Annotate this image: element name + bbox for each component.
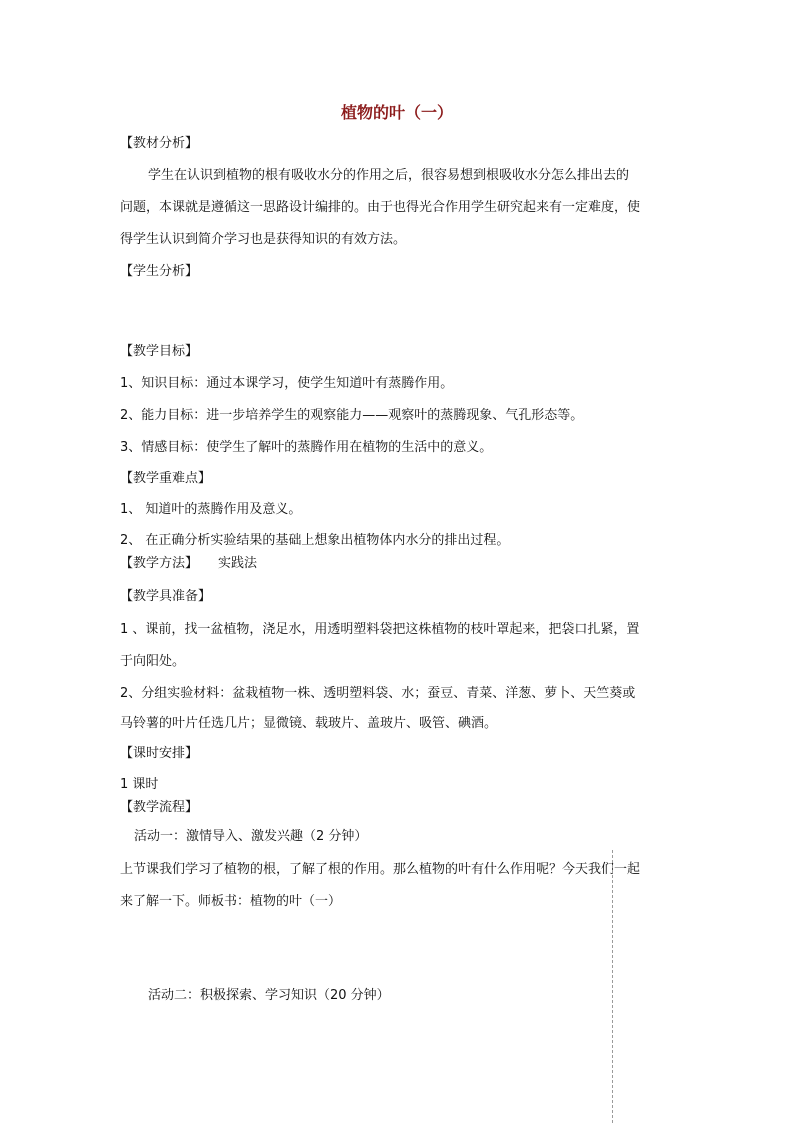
dashed-margin-line bbox=[612, 850, 613, 1123]
paragraph-line: 问题，本课就是遵循这一思路设计编排的。由于也得光合作用学生研究起来有一定难度，使 bbox=[120, 200, 641, 215]
activity-one-label: 活动一：激情导入、激发兴趣（2 分钟） bbox=[134, 829, 368, 844]
section-heading-schedule: 【课时安排】 bbox=[120, 746, 199, 761]
process-line: 上节课我们学习了植物的根，了解了根的作用。那么植物的叶有什么作用呢？今天我们一起 bbox=[120, 862, 641, 877]
preparation-line: 于向阳处。 bbox=[120, 654, 186, 669]
section-heading-key-points: 【教学重难点】 bbox=[120, 471, 212, 486]
preparation-line: 1 、课前，找一盆植物，浇足水，用透明塑料袋把这株植物的枝叶罩起来，把袋口扎紧，置 bbox=[120, 622, 640, 637]
key-point-item: 2、 在正确分析实验结果的基础上想象出植物体内水分的排出过程。 bbox=[120, 533, 510, 548]
method-value: 实践法 bbox=[218, 556, 258, 571]
preparation-line: 2、分组实验材料：盆栽植物一株、透明塑料袋、水；蚕豆、青菜、洋葱、萝卜、天竺葵或 bbox=[120, 686, 636, 701]
section-heading-textbook-analysis: 【教材分析】 bbox=[120, 136, 199, 151]
paragraph-line: 得学生认识到简介学习也是获得知识的有效方法。 bbox=[120, 232, 407, 247]
objective-item: 1、知识目标：通过本课学习，使学生知道叶有蒸腾作用。 bbox=[120, 376, 454, 391]
section-heading-student-analysis: 【学生分析】 bbox=[120, 264, 199, 279]
page-title: 植物的叶（一） bbox=[340, 103, 453, 122]
preparation-line: 马铃薯的叶片任选几片；显微镜、载玻片、盖玻片、吸管、碘酒。 bbox=[120, 716, 498, 731]
section-heading-process: 【教学流程】 bbox=[120, 800, 199, 815]
section-heading-objectives: 【教学目标】 bbox=[120, 344, 199, 359]
process-line: 来了解一下。师板书：植物的叶（一） bbox=[120, 894, 342, 909]
schedule-value: 1 课时 bbox=[120, 777, 159, 792]
key-point-item: 1、 知道叶的蒸腾作用及意义。 bbox=[120, 502, 302, 517]
objective-item: 2、能力目标：进一步培养学生的观察能力——观察叶的蒸腾现象、气孔形态等。 bbox=[120, 408, 584, 423]
section-heading-preparation: 【教学具准备】 bbox=[120, 589, 212, 604]
paragraph-line: 学生在认识到植物的根有吸收水分的作用之后，很容易想到根吸收水分怎么排出去的 bbox=[148, 168, 630, 183]
objective-item: 3、情感目标：使学生了解叶的蒸腾作用在植物的生活中的意义。 bbox=[120, 440, 493, 455]
section-heading-method: 【教学方法】 bbox=[120, 556, 199, 571]
activity-two-label: 活动二：积极探索、学习知识（20 分钟） bbox=[148, 988, 390, 1003]
